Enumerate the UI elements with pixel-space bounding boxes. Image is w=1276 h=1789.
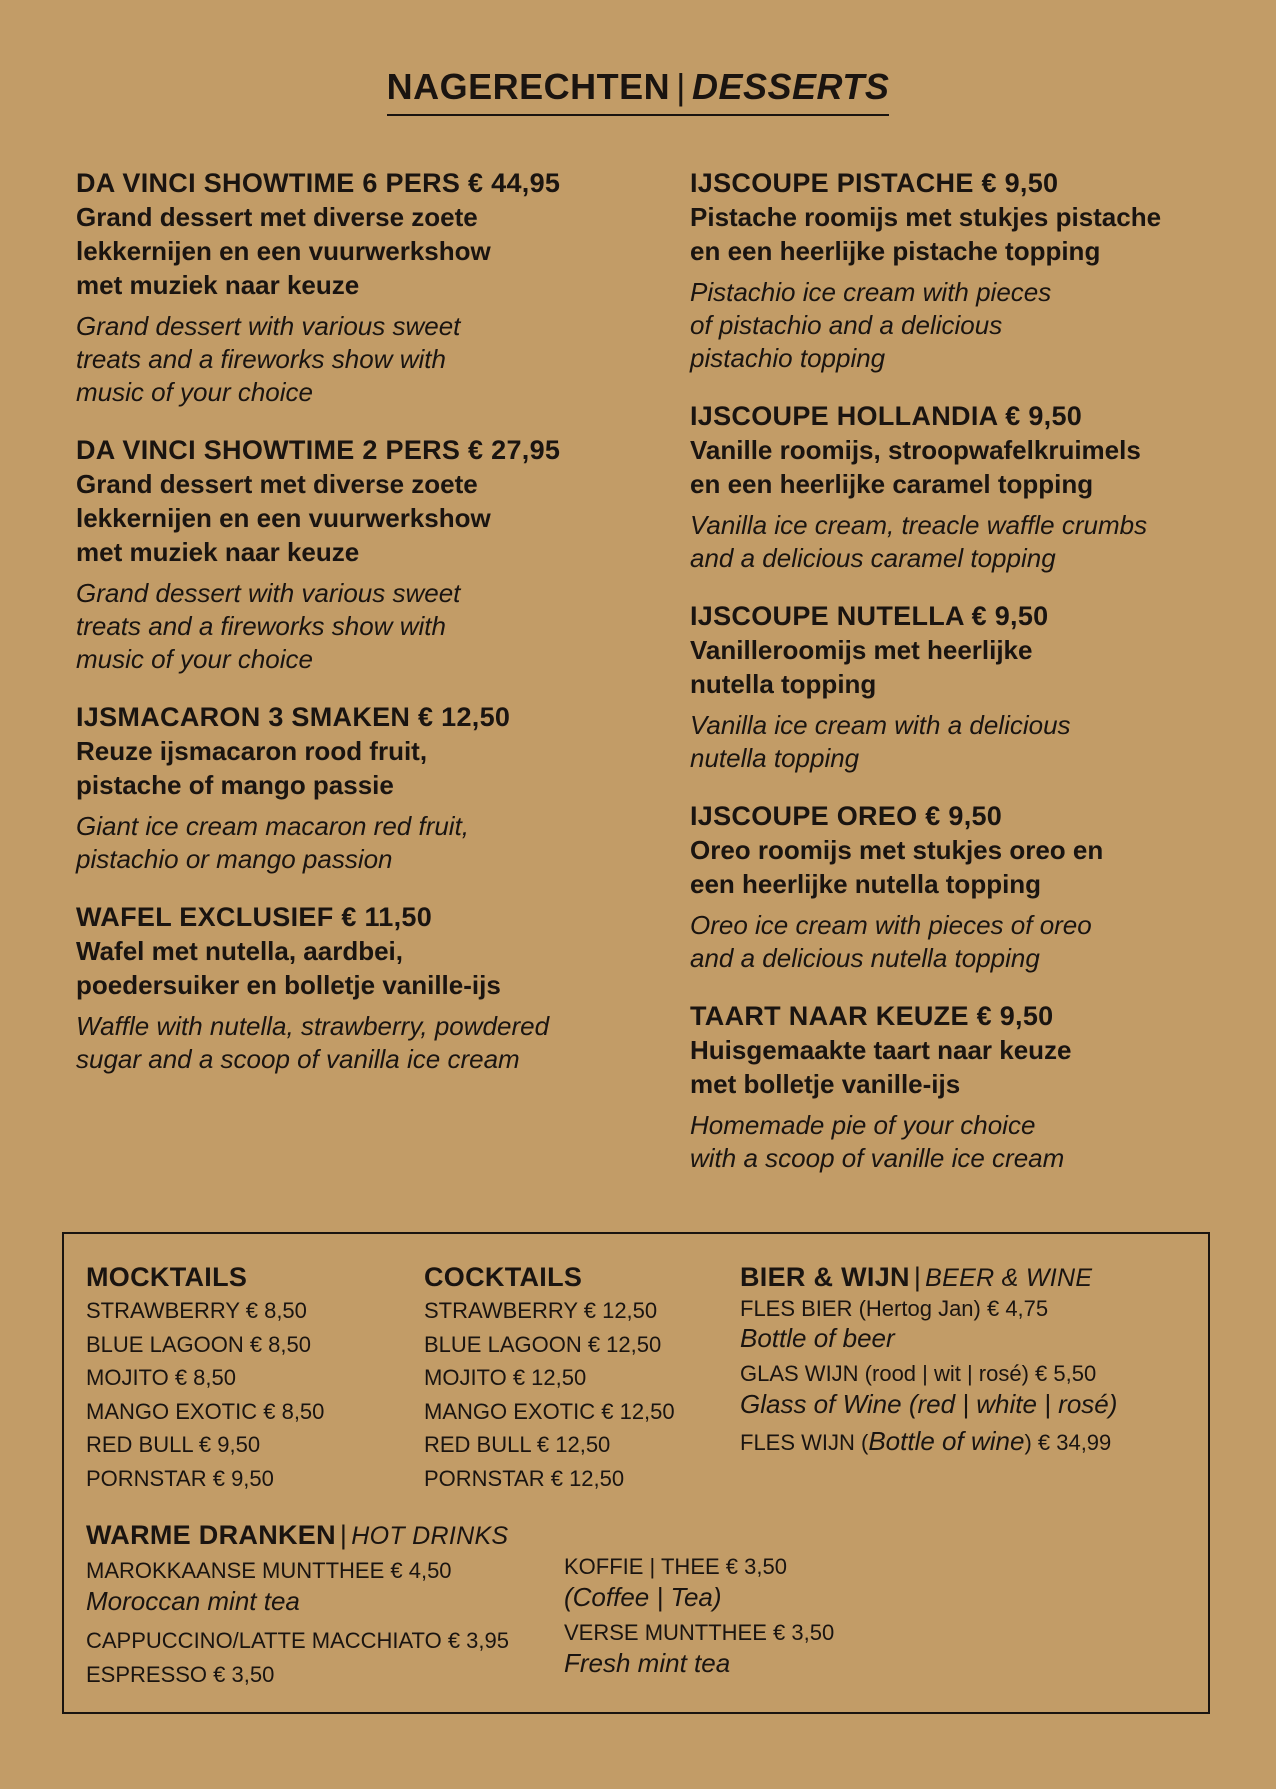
hot-drink-item-nl: ESPRESSO € 3,50 xyxy=(86,1661,275,1687)
cocktail-item: MANGO EXOTIC € 12,50 xyxy=(424,1398,675,1424)
bottle-wine-pre: FLES WIJN ( xyxy=(740,1430,869,1455)
beer-wine-title xyxy=(740,1260,1200,1295)
dessert-item xyxy=(690,166,1250,375)
dessert-description-en: Vanilla ice cream, treacle waffle crumbs and a delicious caramel topping xyxy=(690,510,1148,573)
cocktail-item: RED BULL € 12,50 xyxy=(424,1432,611,1457)
dessert-description-en: Waffle with nutella, strawberry, powdered sugar and a scoop of vanilla ice cream xyxy=(76,1011,550,1074)
beer-wine-item-en: Bottle of beer xyxy=(740,1323,895,1353)
dessert-description-nl: Huisgemaakte taart naar keuze met bolletje vanille-ijs xyxy=(690,1035,1072,1099)
title-nl: NAGERECHTEN xyxy=(386,66,671,107)
dessert-item xyxy=(76,700,646,876)
bottle-wine-post: ) € 34,99 xyxy=(1024,1430,1112,1455)
hot-drink-item-nl: MAROKKAANSE MUNTTHEE € 4,50 xyxy=(86,1558,452,1583)
title-separator: | xyxy=(676,66,686,107)
hot-drinks-title xyxy=(86,1518,1186,1553)
dessert-description-nl: Reuze ijsmacaron rood fruit, pistache of mango passie xyxy=(76,736,428,800)
mocktails-section xyxy=(86,1260,406,1495)
beer-wine-item-en: Glass of Wine (red | white | rosé) xyxy=(740,1389,1118,1419)
dessert-name: WAFEL EXCLUSIEF € 11,50 xyxy=(76,902,433,932)
desserts-right-column xyxy=(690,166,1250,1199)
beer-wine-title-en: BEER & WINE xyxy=(925,1264,1093,1292)
dessert-item xyxy=(690,799,1250,975)
beer-wine-title-nl: BIER & WIJN xyxy=(740,1262,910,1292)
dessert-name: IJSCOUPE NUTELLA € 9,50 xyxy=(690,601,1049,631)
beer-wine-item xyxy=(740,1295,1200,1353)
dessert-name: IJSCOUPE PISTACHE € 9,50 xyxy=(690,168,1059,198)
dessert-description-en: Oreo ice cream with pieces of oreo and a delicious nutella topping xyxy=(690,910,1092,973)
dessert-item xyxy=(76,166,646,409)
hot-drink-item-en: Fresh mint tea xyxy=(564,1648,731,1678)
dessert-description-en: Giant ice cream macaron red fruit, pistachio or mango passion xyxy=(76,811,470,874)
mocktails-title: MOCKTAILS xyxy=(86,1262,248,1292)
beer-wine-title-separator: | xyxy=(913,1262,922,1292)
dessert-description-nl: Vanille roomijs, stroopwafelkruimels en een heerlijke caramel topping xyxy=(690,435,1141,499)
dessert-item xyxy=(76,900,646,1076)
hot-drink-item-nl: CAPPUCCINO/LATTE MACCHIATO € 3,95 xyxy=(86,1628,509,1653)
dessert-description-en: Vanilla ice cream with a delicious nutella topping xyxy=(690,710,1071,773)
cocktail-item: BLUE LAGOON € 12,50 xyxy=(424,1331,662,1357)
dessert-description-nl: Grand dessert met diverse zoete lekkernijen en een vuurwerkshow met muziek naar keuze xyxy=(76,469,491,567)
dessert-name: DA VINCI SHOWTIME 6 PERS € 44,95 xyxy=(76,168,561,198)
hot-drink-item-nl: VERSE MUNTTHEE € 3,50 xyxy=(564,1620,835,1645)
mocktail-item: MOJITO € 8,50 xyxy=(86,1365,236,1390)
dessert-item xyxy=(690,999,1250,1175)
page-title xyxy=(0,66,1276,116)
bottle-wine-en: Bottle of wine xyxy=(868,1426,1025,1456)
hot-drinks-title-en: HOT DRINKS xyxy=(351,1522,509,1550)
beer-wine-item-nl: GLAS WIJN (rood | wit | rosé) € 5,50 xyxy=(740,1361,1097,1386)
mocktail-item: MANGO EXOTIC € 8,50 xyxy=(86,1398,325,1424)
hot-drink-item-en: Moroccan mint tea xyxy=(86,1586,300,1616)
dessert-description-nl: Vanilleroomijs met heerlijke nutella topping xyxy=(690,635,1033,699)
hot-drink-item-en: (Coffee | Tea) xyxy=(564,1582,722,1612)
dessert-description-en: Grand dessert with various sweet treats and a fireworks show with music of your choice xyxy=(76,578,461,674)
dessert-name: IJSCOUPE HOLLANDIA € 9,50 xyxy=(690,401,1083,431)
hot-drinks-title-nl: WARME DRANKEN xyxy=(86,1520,336,1550)
dessert-item xyxy=(76,433,646,676)
hot-drink-item-nl: KOFFIE | THEE € 3,50 xyxy=(564,1554,787,1579)
dessert-name: IJSCOUPE OREO € 9,50 xyxy=(690,801,1003,831)
mocktail-item: STRAWBERRY € 8,50 xyxy=(86,1298,307,1323)
dessert-description-en: Homemade pie of your choice with a scoop of vanille ice cream xyxy=(690,1110,1065,1173)
dessert-description-nl: Grand dessert met diverse zoete lekkernijen en een vuurwerkshow met muziek naar keuze xyxy=(76,202,491,300)
hot-drinks-section xyxy=(86,1518,1186,1687)
dessert-description-nl: Pistache roomijs met stukjes pistache en een heerlijke pistache topping xyxy=(690,202,1162,266)
drinks-box xyxy=(62,1232,1210,1714)
beer-wine-item-nl: FLES BIER (Hertog Jan) € 4,75 xyxy=(740,1296,1049,1321)
cocktails-title: COCKTAILS xyxy=(424,1262,583,1292)
dessert-name: IJSMACARON 3 SMAKEN € 12,50 xyxy=(76,702,511,732)
page-title-underline xyxy=(387,66,890,116)
cocktail-item: PORNSTAR € 12,50 xyxy=(424,1465,625,1491)
dessert-description-nl: Oreo roomijs met stukjes oreo en een heerlijke nutella topping xyxy=(690,835,1104,899)
dessert-description-en: Grand dessert with various sweet treats and a fireworks show with music of your choice xyxy=(76,311,461,407)
hot-drinks-left xyxy=(86,1556,566,1691)
dessert-name: TAART NAAR KEUZE € 9,50 xyxy=(690,1001,1054,1031)
beer-wine-item xyxy=(740,1359,1200,1419)
hot-drinks-right xyxy=(564,1552,1064,1678)
cocktail-item: MOJITO € 12,50 xyxy=(424,1365,587,1390)
mocktail-item: BLUE LAGOON € 8,50 xyxy=(86,1331,311,1357)
beer-wine-section xyxy=(740,1260,1200,1460)
bottle-wine-item xyxy=(740,1425,1200,1460)
dessert-description-en: Pistachio ice cream with pieces of pistachio and a delicious pistachio topping xyxy=(690,277,1052,373)
mocktail-item: PORNSTAR € 9,50 xyxy=(86,1465,274,1491)
mocktail-item: RED BULL € 9,50 xyxy=(86,1432,261,1457)
dessert-item xyxy=(690,599,1250,775)
desserts-left-column xyxy=(76,166,646,1100)
cocktails-section xyxy=(424,1260,744,1495)
cocktail-item: STRAWBERRY € 12,50 xyxy=(424,1298,658,1323)
title-en: DESSERTS xyxy=(691,66,890,107)
dessert-name: DA VINCI SHOWTIME 2 PERS € 27,95 xyxy=(76,435,561,465)
dessert-item xyxy=(690,399,1250,575)
dessert-description-nl: Wafel met nutella, aardbei, poedersuiker en bolletje vanille-ijs xyxy=(76,936,501,1000)
hot-drinks-title-separator: | xyxy=(339,1520,348,1550)
